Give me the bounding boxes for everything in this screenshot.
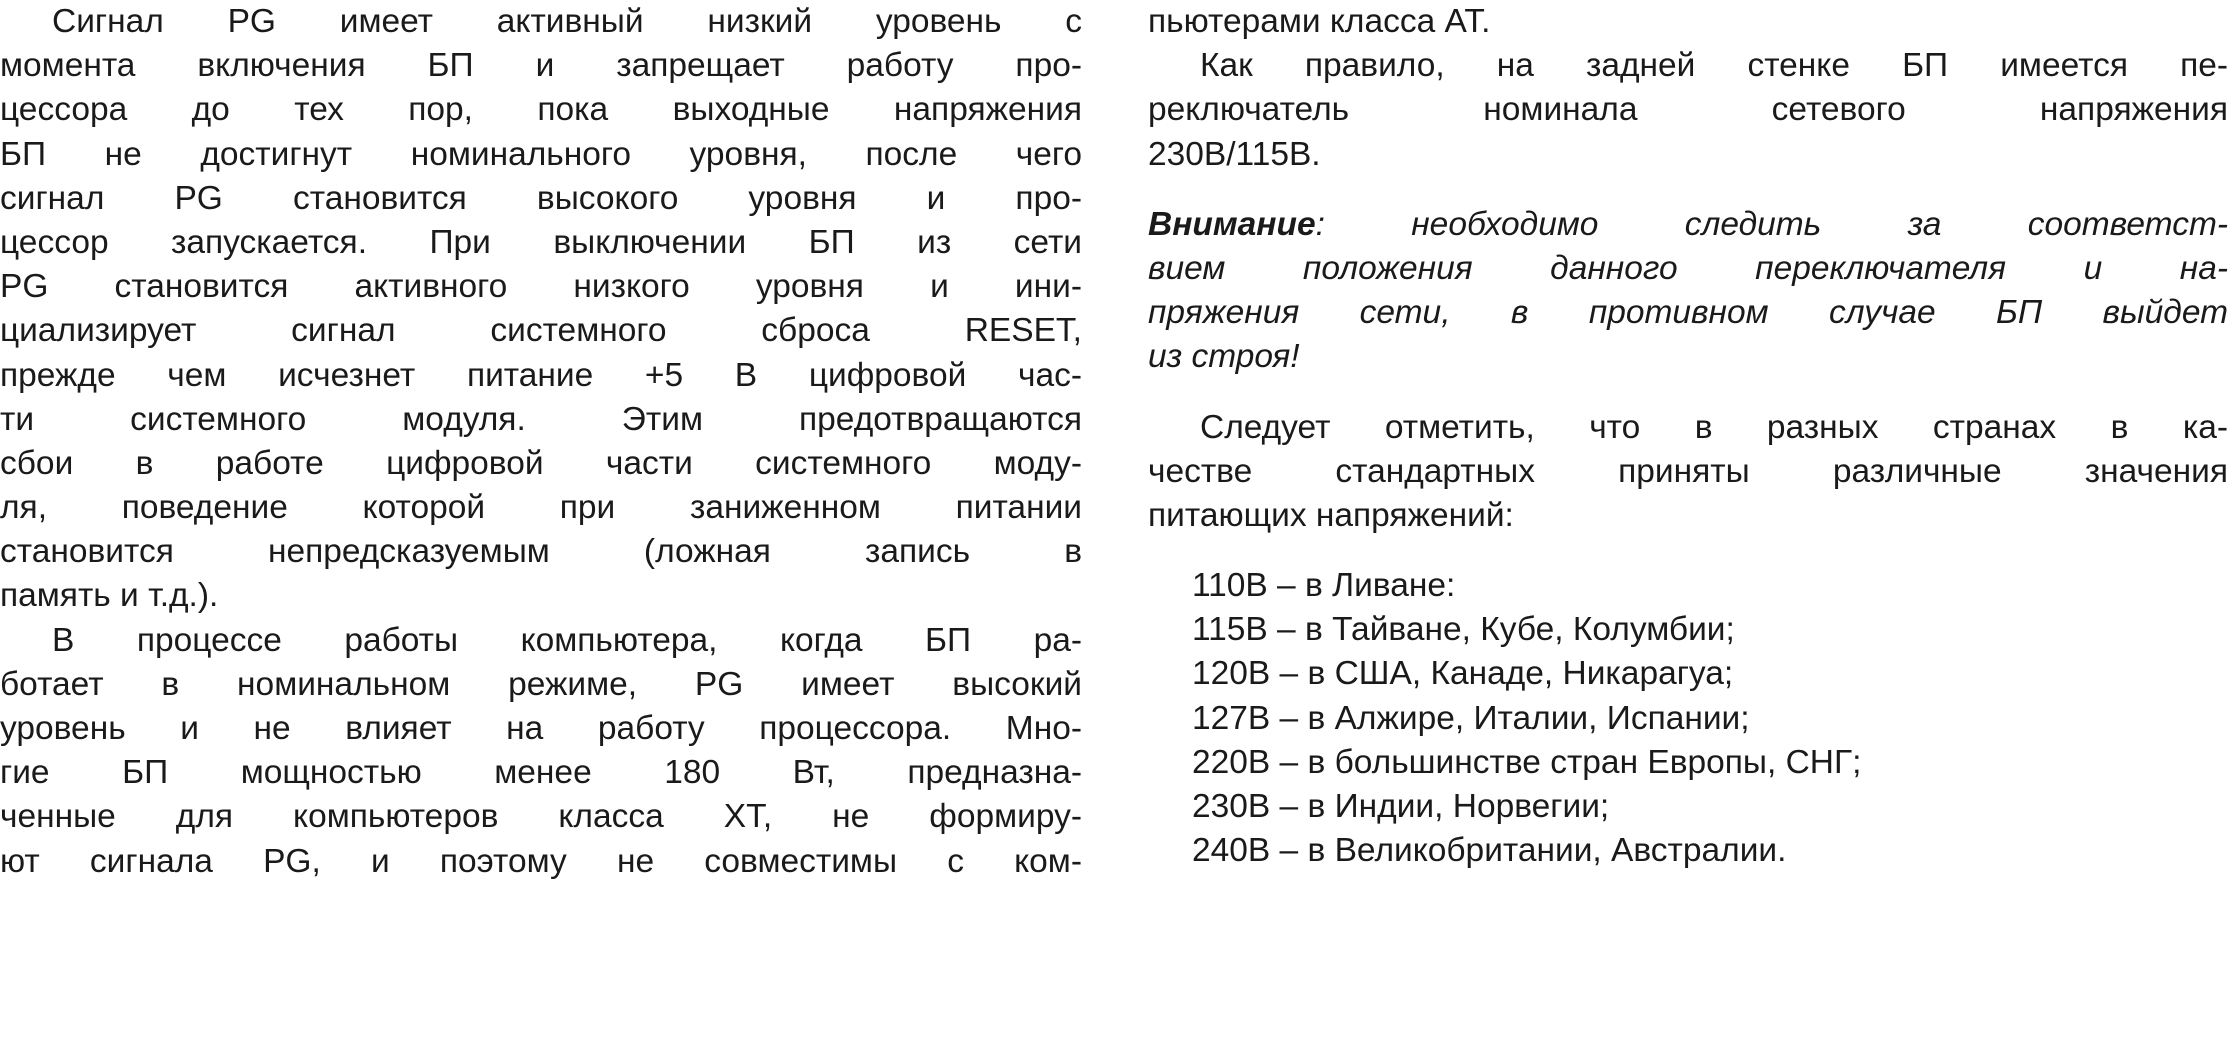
right-column (1148, 0, 2228, 873)
spacer (1148, 380, 2228, 406)
text-line: цессора до тех пор, пока выходные напряжения (0, 91, 1082, 129)
warning-text: : необходимо следить за соответст- (1315, 205, 2228, 243)
list-item: 120В – в США, Канаде, Никарагуа; (1192, 655, 1734, 693)
paragraph-switch (1148, 44, 2228, 177)
text-line: Следует отметить, что в разных странах в ка- (1200, 408, 2228, 446)
left-column (0, 0, 1082, 884)
text-line: момента включения БП и запрещает работу про- (0, 47, 1082, 85)
text-line: питающих напряжений: (1148, 496, 1514, 534)
paragraph-computer-operation (0, 619, 1082, 884)
text-line: честве стандартных приняты различные значения (1148, 452, 2228, 490)
text-line: Сигнал PG имеет активный низкий уровень с (52, 3, 1082, 40)
text-line: ля, поведение которой при заниженном питании (0, 489, 1082, 527)
text-line: цессор запускается. При выключении БП из сети (0, 223, 1082, 261)
text-line: ботает в номинальном режиме, PG имеет высокий (0, 665, 1082, 703)
text-line: Как правило, на задней стенке БП имеется пе- (1200, 47, 2228, 85)
text-line: уровень и не влияет на работу процессора. Мно- (0, 710, 1082, 747)
text-line: пряжения сети, в противном случае БП выйдет (1148, 294, 2228, 332)
text-line: сбои в работе цифровой части системного моду- (0, 444, 1082, 482)
paragraph-continuation (1148, 0, 2228, 44)
text-line: циализирует сигнал системного сброса RESET, (0, 312, 1082, 350)
text-line: пьютерами класса AT. (1148, 3, 1491, 40)
list-item: 110В – в Ливане: (1192, 567, 1456, 605)
text-line: вием положения данного переключателя и на- (1148, 249, 2228, 287)
list-item: 127В – в Алжире, Италии, Испании; (1192, 699, 1750, 737)
text-line: ченные для компьютеров класса XT, не формиру- (0, 798, 1082, 836)
text-line: PG становится активного низкого уровня и ини- (0, 268, 1082, 306)
text-line: ти системного модуля. Этим предотвращаются (0, 400, 1082, 438)
text-line: прежде чем исчезнет питание +5 В цифровой час- (0, 356, 1082, 394)
paragraph-pg-signal (0, 0, 1082, 619)
text-line: ют сигнала PG, и поэтому не совместимы с ком- (0, 842, 1082, 880)
text-line: память и т.д.). (0, 577, 219, 615)
text-line: из строя! (1148, 338, 1300, 376)
spacer (1148, 177, 2228, 203)
list-item: 240В – в Великобритании, Австралии. (1192, 832, 1787, 870)
text-line: становится непредсказуемым (ложная запись в (0, 533, 1082, 571)
list-item: 220В – в большинстве стран Европы, СНГ; (1192, 743, 1862, 781)
text-line: 230В/115В. (1148, 135, 1321, 173)
text-line: БП не достигнут номинального уровня, после чего (0, 135, 1082, 173)
text-line (1148, 203, 2228, 247)
list-item: 115В – в Тайване, Кубе, Колумбии; (1192, 611, 1735, 649)
voltage-list (1148, 564, 2228, 873)
warning-note (1148, 203, 2228, 380)
warning-label: Внимание (1148, 205, 1316, 243)
text-line: гие БП мощностью менее 180 Вт, предназна- (0, 754, 1082, 792)
spacer (1148, 538, 2228, 564)
text-line: сигнал PG становится высокого уровня и про- (0, 179, 1082, 217)
text-line: В процессе работы компьютера, когда БП ра- (52, 621, 1082, 659)
paragraph-standards (1148, 406, 2228, 539)
text-line: реключатель номинала сетевого напряжения (1148, 91, 2228, 129)
list-item: 230В – в Индии, Норвегии; (1192, 788, 1610, 825)
